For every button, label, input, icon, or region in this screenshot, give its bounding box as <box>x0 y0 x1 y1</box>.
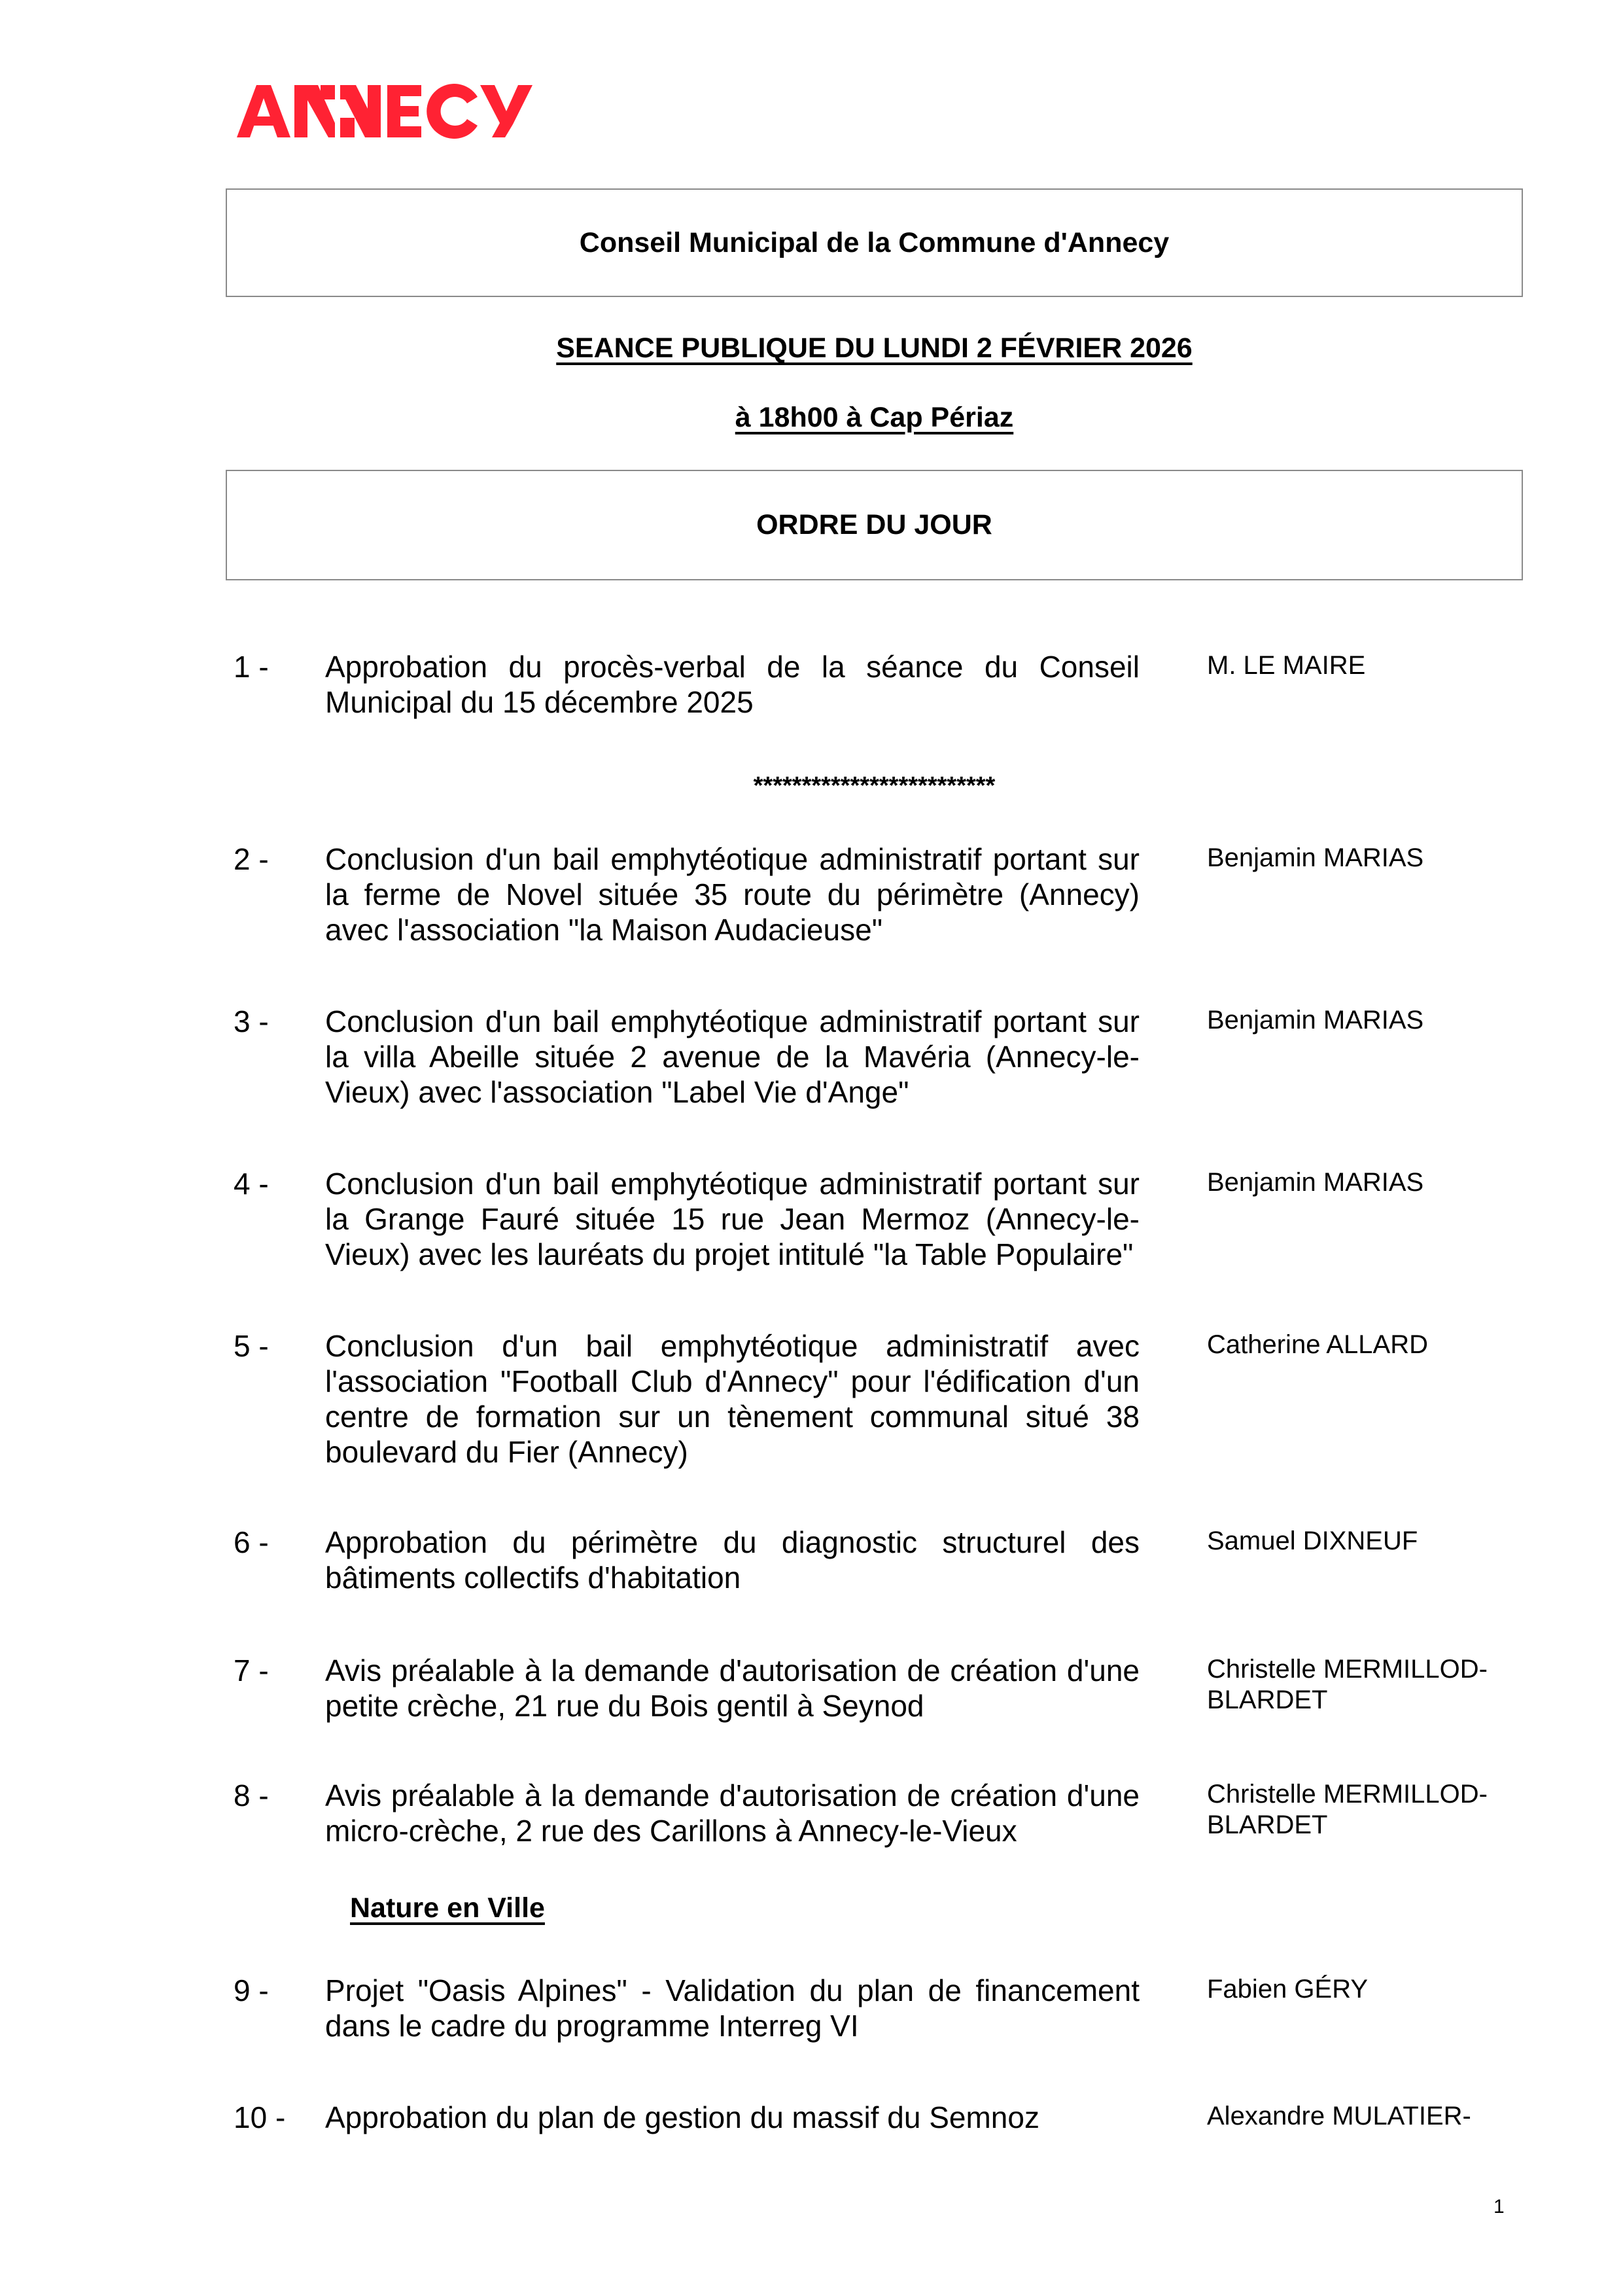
item-presenter: Catherine ALLARD <box>1207 1330 1428 1359</box>
item-text: Conclusion d'un bail emphytéotique administratif portant sur la Grange Fauré située 15 rue Jean Mermoz (Annecy-le-Vieux) avec les lauréats du projet intitulé "la Table Populaire" <box>325 1167 1140 1271</box>
item-text: Conclusion d'un bail emphytéotique administratif portant sur la villa Abeille située 2 avenue de la Mavéria (Annecy-le-Vieux) avec l'association "Label Vie d'Ange" <box>325 1004 1140 1109</box>
item-presenter: M. LE MAIRE <box>1207 651 1366 680</box>
item-number: 3 - <box>234 1004 269 1038</box>
item-number: 5 - <box>234 1329 269 1363</box>
separator-stars: ************************* <box>753 772 996 800</box>
item-number: 1 - <box>234 650 269 684</box>
item-presenter: Benjamin MARIAS <box>1207 843 1424 872</box>
item-number: 9 - <box>234 1973 269 2007</box>
annecy-logo-mark <box>237 84 551 139</box>
item-number: 4 - <box>234 1167 269 1201</box>
session-title-text: SEANCE PUBLIQUE DU LUNDI 2 FÉVRIER 2026 <box>556 332 1193 364</box>
item-text: Approbation du périmètre du diagnostic structurel des bâtiments collectifs d'habitation <box>325 1525 1140 1595</box>
section-heading <box>350 1892 545 1924</box>
council-title: Conseil Municipal de la Commune d'Annecy <box>579 226 1170 258</box>
session-time-place <box>226 402 1523 434</box>
item-number: 6 - <box>234 1525 269 1559</box>
item-text: Approbation du plan de gestion du massif du Semnoz <box>325 2100 1039 2134</box>
session-time-place-text: à 18h00 à Cap Périaz <box>735 402 1014 433</box>
item-number: 2 - <box>234 842 269 876</box>
item-number: 10 - <box>234 2100 286 2134</box>
item-text: Projet "Oasis Alpines" - Validation du plan de financement dans le cadre du programme Interreg VI <box>325 1973 1140 2043</box>
item-text: Conclusion d'un bail emphytéotique administratif avec l'association "Football Club d'Annecy" pour l'édification d'un centre de formation sur un tènement communal situé 38 boulevard du Fier (Annecy) <box>325 1329 1140 1469</box>
section-heading-text: Nature en Ville <box>350 1892 545 1924</box>
agenda-title: ORDRE DU JOUR <box>756 509 992 540</box>
item-text: Approbation du procès-verbal de la séance du Conseil Municipal du 15 décembre 2025 <box>325 650 1140 719</box>
agenda-title-box <box>226 470 1523 580</box>
item-presenter: Alexandre MULATIER- <box>1207 2102 1471 2130</box>
item-text: Avis préalable à la demande d'autorisation de création d'une micro-crèche, 2 rue des Carillons à Annecy-le-Vieux <box>325 1778 1140 1848</box>
item-presenter: Fabien GÉRY <box>1207 1975 1369 2004</box>
annecy-logo <box>237 84 551 139</box>
item-presenter: Benjamin MARIAS <box>1207 1168 1424 1197</box>
item-presenter: Christelle MERMILLOD-BLARDET <box>1207 1655 1488 1714</box>
item-presenter: Samuel DIXNEUF <box>1207 1527 1418 1555</box>
session-title <box>226 332 1523 364</box>
item-presenter: Benjamin MARIAS <box>1207 1006 1424 1034</box>
item-text: Conclusion d'un bail emphytéotique administratif portant sur la ferme de Novel située 35 route du périmètre (Annecy) avec l'association "la Maison Audacieuse" <box>325 842 1140 947</box>
council-title-box <box>226 188 1523 297</box>
page-number: 1 <box>1493 2196 1505 2217</box>
item-presenter: Christelle MERMILLOD-BLARDET <box>1207 1780 1488 1839</box>
item-number: 7 - <box>234 1653 269 1687</box>
item-text: Avis préalable à la demande d'autorisation de création d'une petite crèche, 21 rue du Bois gentil à Seynod <box>325 1653 1140 1723</box>
item-number: 8 - <box>234 1778 269 1812</box>
